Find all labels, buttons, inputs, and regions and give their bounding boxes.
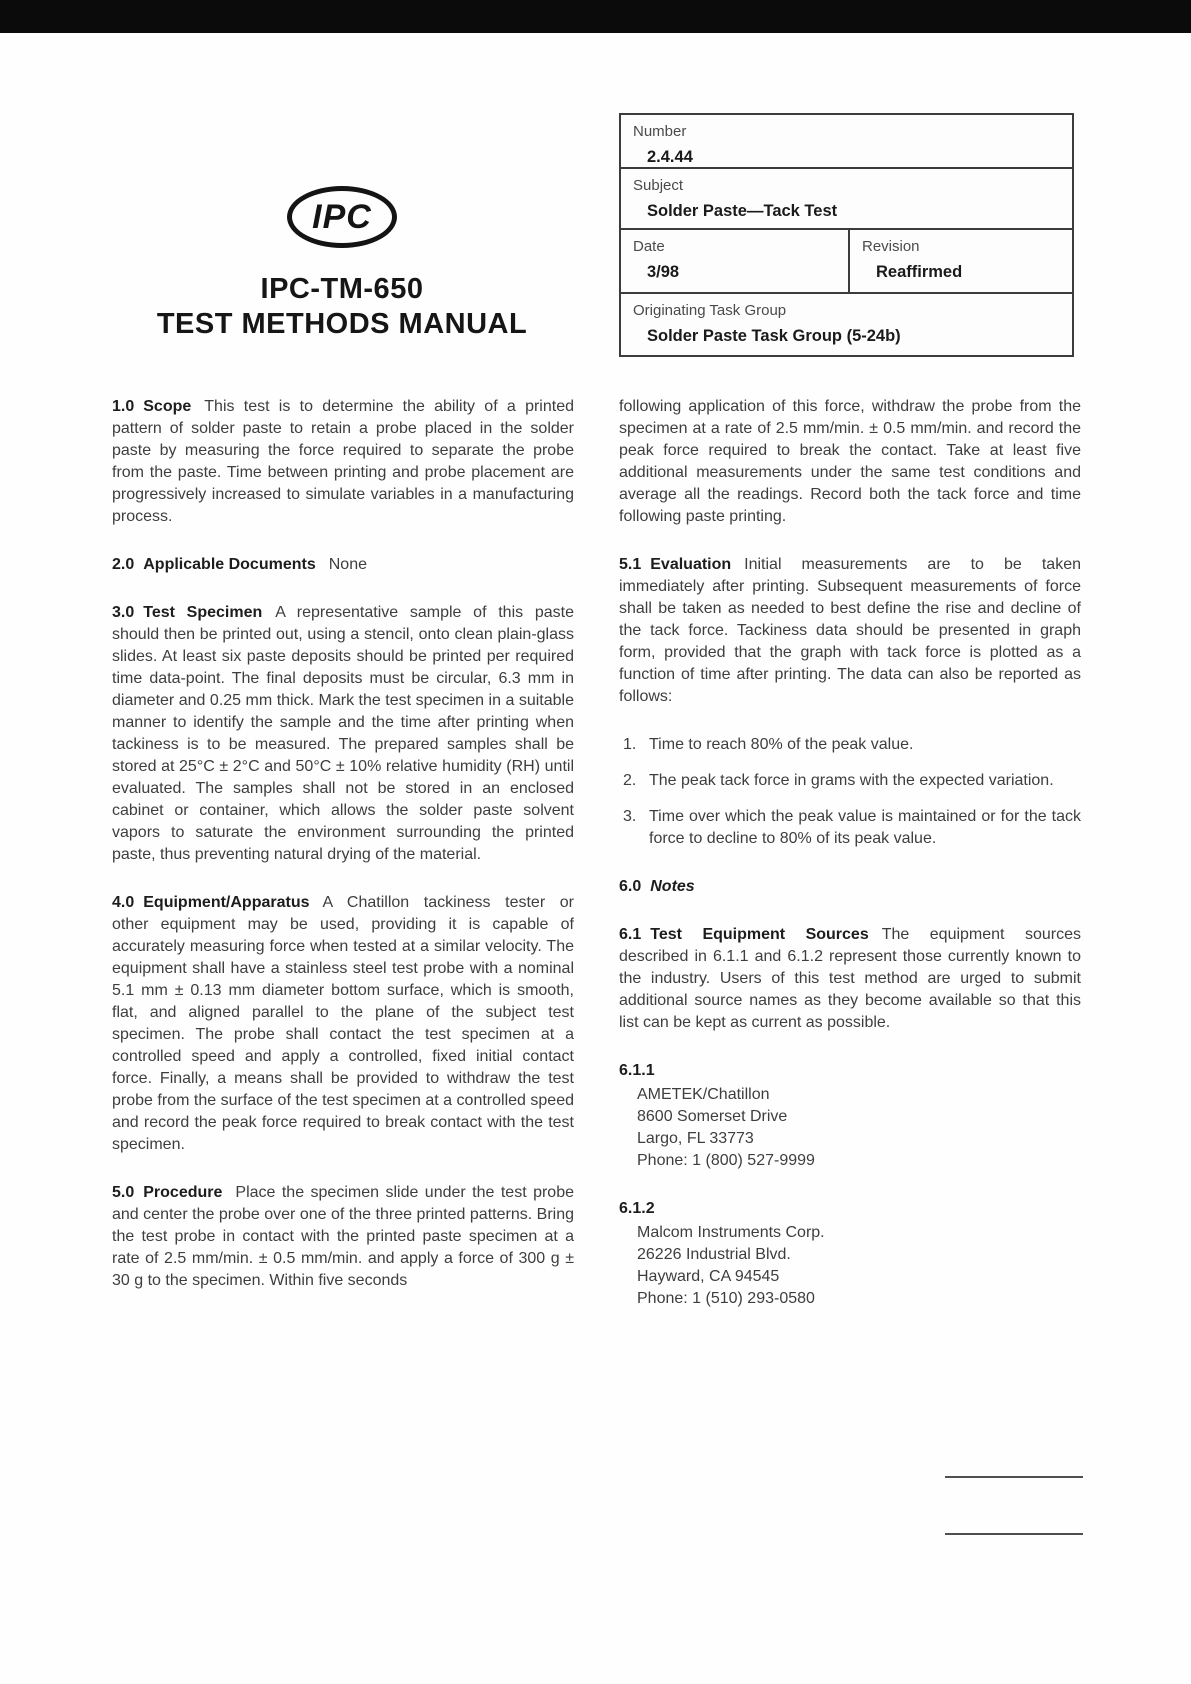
report-item-3	[619, 806, 1081, 850]
task-group-value: Solder Paste Task Group (5-24b)	[647, 327, 901, 345]
procedure-continued-text: following application of this force, withdraw the probe from the specimen at a rate of 2.5 mm/min. ± 0.5 mm/min. and record the peak force required to break the contact. Take at least five additional measurements under the same test conditions and average all the readings. Record both the tack force and time following paste printing.	[619, 398, 1081, 525]
procedure-continued-paragraph	[619, 396, 1081, 528]
source-2-line-3: Hayward, CA 94545	[637, 1268, 780, 1285]
section-sources-number: 6.1	[619, 926, 642, 943]
report-item-3-number: 3.	[623, 808, 637, 825]
section-equipment-text: A Chatillon tackiness tester or other equipment may be used, providing it is capable of accurately measuring force when tested at a similar velocity. The equipment shall have a stainless steel test probe with a nominal 5.1 mm ± 0.13 mm diameter bottom surface, which is smooth, flat, and aligned parallel to the plane of the subject test specimen. The probe shall contact the test specimen at a controlled speed and apply a controlled, fixed initial contact force. Finally, a means shall be provided to withdraw the test probe from the surface of the test specimen at a controlled speed and record the peak force required to break contact with the test specimen.	[112, 894, 574, 1153]
section-scope	[112, 396, 574, 528]
section-specimen-title: Test Specimen	[143, 604, 263, 621]
section-test-specimen	[112, 602, 574, 866]
report-item-2-number: 2.	[623, 772, 637, 789]
source-1-line-4: Phone: 1 (800) 527-9999	[637, 1152, 815, 1169]
section-applicable-text: None	[328, 556, 367, 573]
report-item-1-text: Time to reach 80% of the peak value.	[649, 736, 914, 753]
document-title	[112, 272, 572, 342]
source-1-line-3: Largo, FL 33773	[637, 1130, 754, 1147]
source-1	[619, 1060, 1081, 1172]
scan-top-bar	[0, 0, 1191, 33]
report-list	[619, 734, 1081, 850]
revision-label: Revision	[862, 238, 920, 255]
section-equipment-title: Equipment/Apparatus	[143, 894, 310, 911]
section-procedure-number: 5.0	[112, 1184, 135, 1201]
section-notes	[619, 876, 1081, 898]
document-title-line2: TEST METHODS MANUAL	[156, 308, 528, 340]
right-column	[619, 396, 1081, 1336]
section-equipment-apparatus	[112, 892, 574, 1156]
ipc-logo	[287, 186, 397, 248]
section-applicable-title: Applicable Documents	[143, 556, 316, 573]
document-title-line1: IPC-TM-650	[260, 273, 424, 305]
revision-cell	[850, 230, 1072, 292]
source-2-number: 6.1.2	[619, 1200, 655, 1217]
date-cell	[621, 230, 850, 292]
left-column	[112, 396, 574, 1318]
bottom-rule-1	[945, 1476, 1083, 1478]
source-1-line-2: 8600 Somerset Drive	[637, 1108, 788, 1125]
section-evaluation	[619, 554, 1081, 708]
revision-value: Reaffirmed	[876, 263, 963, 281]
source-1-number: 6.1.1	[619, 1062, 655, 1079]
report-item-1	[619, 734, 1081, 756]
header-row-subject	[621, 169, 1072, 230]
section-specimen-number: 3.0	[112, 604, 135, 621]
number-label: Number	[633, 123, 687, 140]
section-scope-title: Scope	[143, 398, 192, 415]
section-applicable-number: 2.0	[112, 556, 135, 573]
section-sources-text: The equipment sources described in 6.1.1 and 6.1.2 represent those currently known to the industry. Users of this test method are urged to submit additional source names as they become available so that this list can be kept as current as possible.	[619, 926, 1082, 1031]
number-value: 2.4.44	[647, 148, 693, 166]
header-row-task-group	[621, 294, 1072, 357]
source-2-line-2: 26226 Industrial Blvd.	[637, 1246, 791, 1263]
source-2	[619, 1198, 1081, 1310]
source-1-line-1: AMETEK/Chatillon	[637, 1086, 770, 1103]
section-specimen-text: A representative sample of this paste should then be printed out, using a stencil, onto clean plain-glass slides. At least six paste deposits should be printed per required time data-point. The final deposits must be circular, 6.3 mm in diameter and 0.25 mm thick. Mark the test specimen in a suitable manner to identify the sample and the time after printing when tackiness is to be measured. The prepared samples shall be stored at 25°C ± 2°C and 50°C ± 10% relative humidity (RH) until evaluated. The samples shall not be stored in an enclosed cabinet or container, which allows the solder paste solvent vapors to saturate the environment surrounding the printed paste, thus preventing natural drying of the material.	[112, 604, 574, 863]
section-evaluation-text: Initial measurements are to be taken immediately after printing. Subsequent measurements of force shall be taken as needed to best define the rise and decline of the tack force. Tackiness data should be presented in graph form, provided that the graph with tack force is plotted as a function of time after printing. The data can also be reported as follows:	[619, 556, 1081, 705]
report-item-2	[619, 770, 1081, 792]
header-table	[619, 113, 1074, 357]
section-applicable-documents	[112, 554, 574, 576]
section-procedure	[112, 1182, 574, 1292]
section-scope-text: This test is to determine the ability of a printed pattern of solder paste to retain a probe placed in the solder paste by measuring the force required to separate the probe from the paste. Time between printing and probe placement are progressively increased to simulate variables in a manufacturing process.	[112, 398, 574, 525]
section-equipment-sources	[619, 924, 1081, 1034]
section-evaluation-title: Evaluation	[650, 556, 732, 573]
report-item-1-number: 1.	[623, 736, 637, 753]
section-equipment-number: 4.0	[112, 894, 135, 911]
bottom-rule-2	[945, 1533, 1083, 1535]
section-notes-number: 6.0	[619, 878, 642, 895]
report-item-3-text: Time over which the peak value is maintained or for the tack force to decline to 80% of its peak value.	[649, 808, 1081, 847]
header-row-number	[621, 115, 1072, 169]
report-item-2-text: The peak tack force in grams with the expected variation.	[649, 772, 1054, 789]
section-sources-title: Test Equipment Sources	[650, 926, 869, 943]
task-group-label: Originating Task Group	[633, 302, 787, 319]
section-notes-title: Notes	[650, 878, 695, 895]
date-value: 3/98	[647, 263, 680, 281]
ipc-logo-text: IPC	[312, 198, 372, 236]
section-procedure-text: Place the specimen slide under the test probe and center the probe over one of the three printed patterns. Bring the test probe in contact with the printed paste specimen at a rate of 2.5 mm/min. ± 0.5 mm/min. and apply a force of 300 g ± 30 g to the specimen. Within five seconds	[112, 1184, 574, 1289]
subject-value: Solder Paste—Tack Test	[647, 202, 838, 220]
date-label: Date	[633, 238, 665, 255]
section-procedure-title: Procedure	[143, 1184, 223, 1201]
section-evaluation-number: 5.1	[619, 556, 642, 573]
source-2-line-1: Malcom Instruments Corp.	[637, 1224, 825, 1241]
masthead	[112, 186, 572, 342]
section-scope-number: 1.0	[112, 398, 135, 415]
source-2-line-4: Phone: 1 (510) 293-0580	[637, 1290, 815, 1307]
header-row-date-revision	[621, 230, 1072, 294]
subject-label: Subject	[633, 177, 684, 194]
